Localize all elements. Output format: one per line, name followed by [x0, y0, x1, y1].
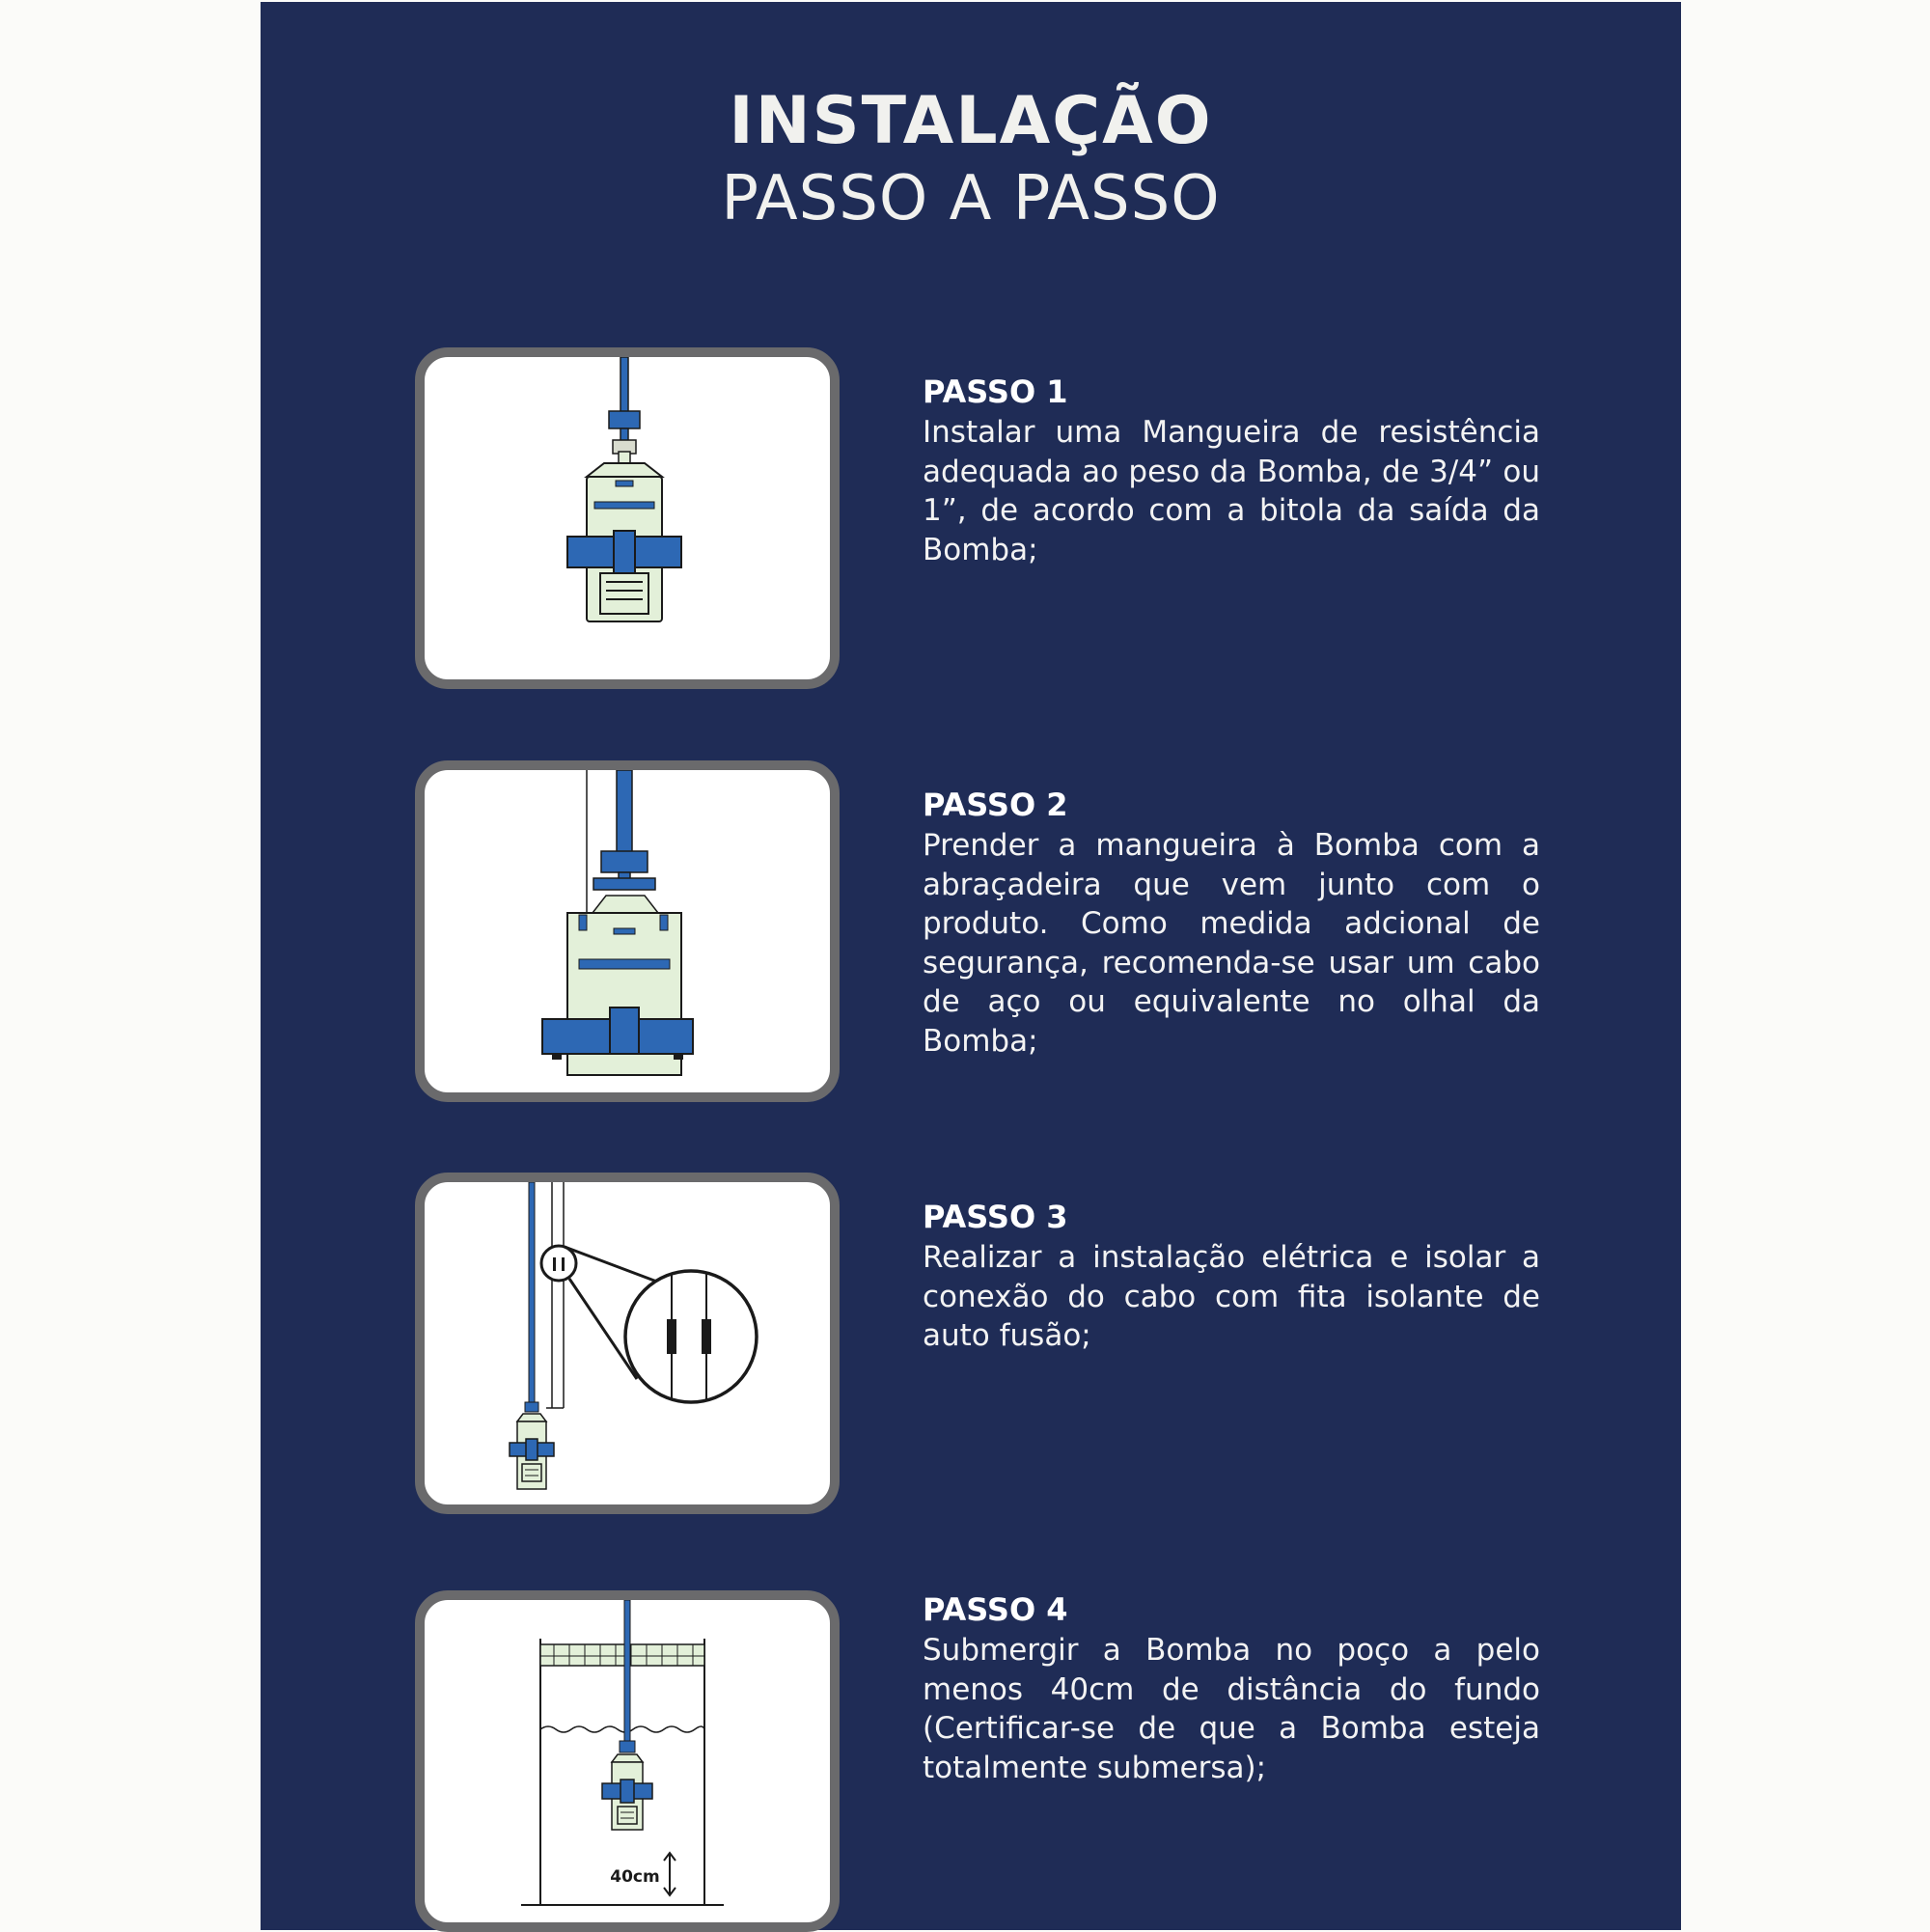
pump-with-clamp-and-cable-icon: [425, 770, 830, 1092]
step-3-illustration-card: [415, 1173, 840, 1514]
step-3-description: Realizar a instalação elétrica e isolar a conexão do cabo com fita isolante de auto fusão;: [923, 1240, 1540, 1353]
step-2-description: Prender a mangueira à Bomba com a abraçadeira que vem junto com o produto. Como medida adcional de segurança, recomenda-se usar um cabo de aço ou equivalente no olhal da Bomba;: [923, 828, 1540, 1059]
page-title: INSTALAÇÃO: [729, 83, 1213, 159]
pump-with-hose-icon: [425, 357, 830, 679]
step-2-illustration-card: [415, 760, 840, 1102]
pump-electrical-connection-icon: [425, 1182, 830, 1504]
step-4-title: PASSO 4: [923, 1591, 1068, 1628]
step-4-illustration-card: [415, 1590, 840, 1932]
pump-submerged-in-well-icon: [425, 1600, 830, 1922]
step-2-title: PASSO 2: [923, 787, 1068, 823]
step-1-description: Instalar uma Mangueira de resistência adequada ao peso da Bomba, de 3/4” ou 1”, de acordo com a bitola da saída da Bomba;: [923, 415, 1540, 567]
step-3-title: PASSO 3: [923, 1199, 1068, 1235]
page-subtitle: PASSO A PASSO: [721, 163, 1221, 235]
distance-label: 40cm: [610, 1867, 660, 1887]
instructions-panel: [261, 2, 1681, 1930]
step-1-title: PASSO 1: [923, 373, 1068, 410]
step-4-description: Submergir a Bomba no poço a pelo menos 40cm de distância do fundo (Certificar-se de que a Bomba esteja totalmente submersa);: [923, 1633, 1540, 1785]
step-1-illustration-card: [415, 347, 840, 689]
